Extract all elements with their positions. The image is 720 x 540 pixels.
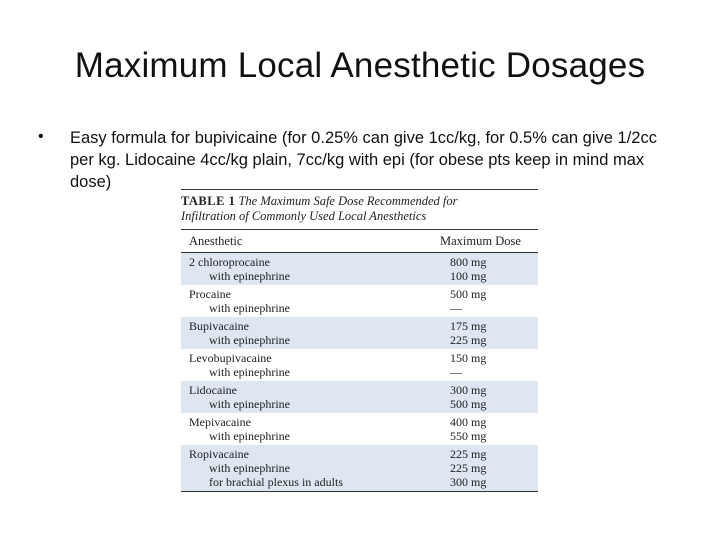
table-row <box>181 475 538 489</box>
anesthetic-name-cell: Ropivacaine <box>189 447 249 461</box>
table-row <box>181 351 538 365</box>
column-header-max-dose: Maximum Dose <box>440 234 521 248</box>
table-title-line2: Infiltration of Commonly Used Local Anesthetics <box>181 209 427 223</box>
table-row <box>181 301 538 315</box>
anesthetic-name-cell: with epinephrine <box>209 269 290 283</box>
anesthetic-name-cell: Lidocaine <box>189 383 237 397</box>
table-row <box>181 269 538 283</box>
anesthetic-name-cell: with epinephrine <box>209 397 290 411</box>
table-row <box>181 365 538 379</box>
table-row-group <box>181 445 538 491</box>
max-dose-cell: 300 mg <box>450 383 487 397</box>
anesthetic-name-cell: Bupivacaine <box>189 319 249 333</box>
table-row-group <box>181 285 538 317</box>
anesthetic-name-cell: with epinephrine <box>209 461 290 475</box>
bullet-line: per kg. Lidocaine 4cc/kg plain, 7cc/kg with epi (for obese pts keep in mind max <box>70 151 645 169</box>
anesthetic-name-cell: with epinephrine <box>209 301 290 315</box>
anesthetic-name-cell: with epinephrine <box>209 429 290 443</box>
table-number: TABLE 1 <box>181 194 236 208</box>
max-dose-cell: 150 mg <box>450 351 487 365</box>
max-dose-cell: — <box>450 365 462 379</box>
bullet-marker: • <box>38 128 44 145</box>
column-header-anesthetic: Anesthetic <box>189 234 243 248</box>
max-dose-cell: 225 mg <box>450 461 487 475</box>
table-row <box>181 319 538 333</box>
slide-title: Maximum Local Anesthetic Dosages <box>74 46 646 85</box>
max-dose-cell: 225 mg <box>450 447 487 461</box>
table-row <box>181 415 538 429</box>
max-dose-cell: 175 mg <box>450 319 487 333</box>
max-dose-cell: 500 mg <box>450 397 487 411</box>
bullet-text <box>70 127 660 193</box>
table-row-group <box>181 413 538 445</box>
table-row <box>181 447 538 461</box>
table-row <box>181 397 538 411</box>
max-dose-cell: 300 mg <box>450 475 487 489</box>
bullet-line: dose) <box>70 173 112 191</box>
max-dose-cell: 225 mg <box>450 333 487 347</box>
anesthetic-name-cell: Levobupivacaine <box>189 351 272 365</box>
table-bottom-rule <box>181 491 538 492</box>
anesthetic-name-cell: Procaine <box>189 287 231 301</box>
table-caption <box>181 189 538 224</box>
max-dose-cell: — <box>450 301 462 315</box>
anesthetic-name-cell: for brachial plexus in adults <box>209 475 343 489</box>
max-dose-cell: 550 mg <box>450 429 487 443</box>
table-row <box>181 333 538 347</box>
anesthetic-name-cell: 2 chloroprocaine <box>189 255 270 269</box>
table-row <box>181 383 538 397</box>
anesthetic-name-cell: with epinephrine <box>209 365 290 379</box>
table-title-line1: The Maximum Safe Dose Recommended for <box>238 194 458 208</box>
table-row <box>181 255 538 269</box>
max-dose-cell: 500 mg <box>450 287 487 301</box>
table-row <box>181 429 538 443</box>
max-dose-cell: 800 mg <box>450 255 487 269</box>
bullet-line: Easy formula for bupivicaine (for 0.25% can give 1cc/kg, for 0.5% can give 1/2cc <box>70 129 657 147</box>
table-row-group <box>181 253 538 285</box>
anesthetic-name-cell: Mepivacaine <box>189 415 251 429</box>
dosage-table <box>181 189 538 492</box>
anesthetic-name-cell: with epinephrine <box>209 333 290 347</box>
table-row-group <box>181 381 538 413</box>
table-row <box>181 461 538 475</box>
max-dose-cell: 100 mg <box>450 269 487 283</box>
max-dose-cell: 400 mg <box>450 415 487 429</box>
table-body <box>181 253 538 491</box>
table-row-group <box>181 349 538 381</box>
table-header <box>181 229 538 253</box>
table-row-group <box>181 317 538 349</box>
table-row <box>181 287 538 301</box>
